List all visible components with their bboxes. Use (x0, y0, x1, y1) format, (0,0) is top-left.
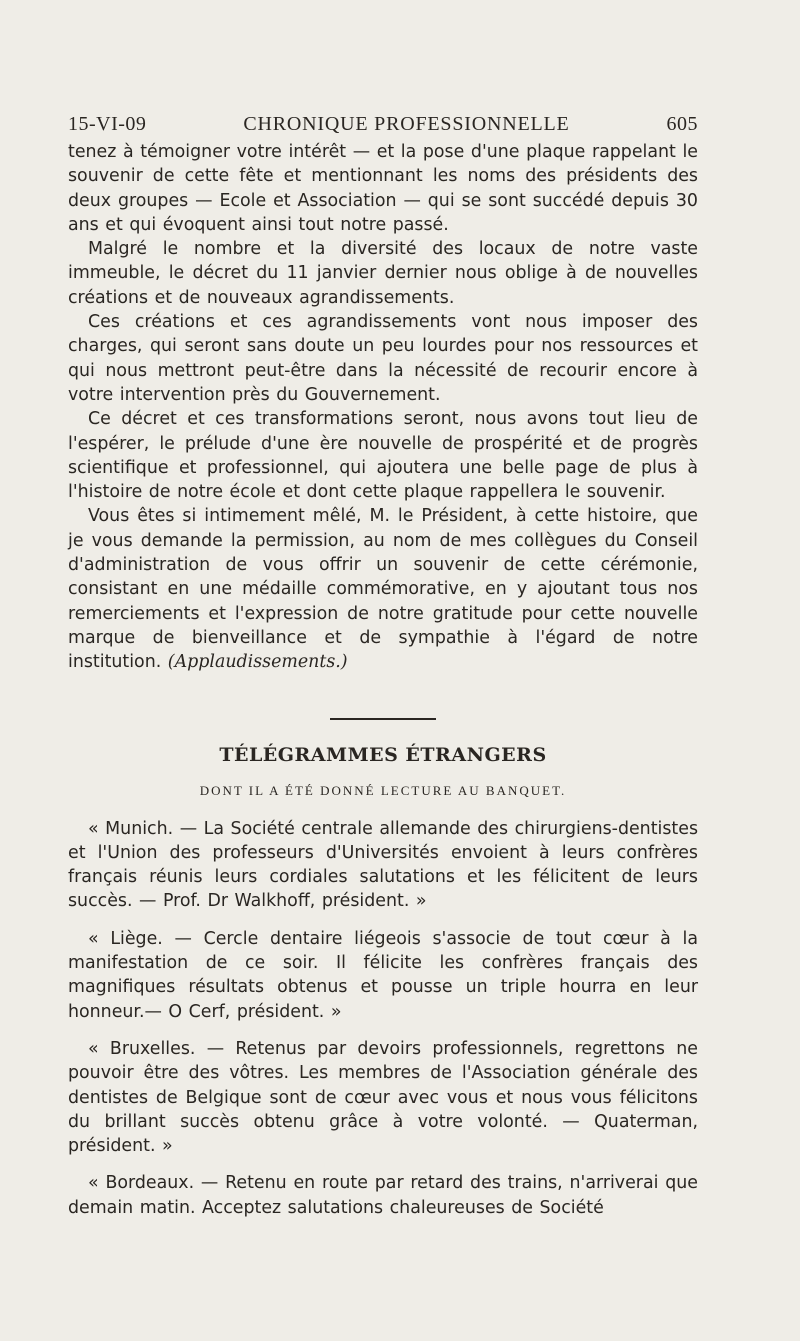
telegram-bruxelles: « Bruxelles. — Retenus par devoirs professionnels, regrettons ne pouvoir être des vôtres. Les membres de l'Association générale des dentistes de Belgique sont de cœur avec vous et nous vous félicitons du brillant succès obtenu grâce à votre volonté. — Quaterman, président. » (68, 1038, 698, 1157)
paragraph (68, 504, 698, 674)
header-title: CHRONIQUE PROFESSIONNELLE (243, 113, 570, 135)
paragraph: Ces créations et ces agrandissements vont nous imposer des charges, qui seront sans doute un peu lourdes pour nos ressources et qui nous mettront peut-être dans la nécessité de recourir encore à votre intervention près du Gouvernement. (68, 312, 698, 405)
telegram-munich: « Munich. — La Société centrale allemande des chirurgiens-dentistes et l'Union des professeurs d'Universités envoient à leurs confrères français réunis leurs cordiales salutations et les félicitent de leurs succès. — Prof. Dr Walkhoff, président. » (68, 818, 698, 912)
paragraph: Malgré le nombre et la diversité des locaux de notre vaste immeuble, le décret du 11 janvier dernier nous oblige à de nouvelles créations et de nouveaux agrandissements. (68, 239, 698, 308)
running-header (68, 113, 698, 136)
telegram-list (68, 817, 698, 1220)
section-title: TÉLÉGRAMMES ÉTRANGERS (219, 743, 547, 766)
section-divider (330, 718, 436, 720)
applause-note: (Applaudissements.) (167, 652, 348, 673)
speech-text (68, 140, 698, 675)
paragraph: tenez à témoigner votre intérêt — et la pose d'une plaque rappelant le souvenir de cette fête et mentionnant les noms des présidents des deux groupes — Ecole et Association — qui se sont succédé depuis 30 ans et qui évoquent ainsi tout notre passé. (68, 142, 698, 235)
section-subtitle: DONT IL A ÉTÉ DONNÉ LECTURE AU BANQUET. (199, 782, 567, 798)
header-date: 15-VI-09 (68, 113, 147, 135)
paragraph-text: Vous êtes si intimement mêlé, M. le Président, à cette histoire, que je vous demande la permission, au nom de mes collègues du Conseil d'administration de vous offrir un souvenir de cette cérémonie, consistant en une médaille commémorative, en y ajoutant tous nos remerciements et l'expression de notre gratitude pour cette nouvelle marque de bienveillance et de sympathie à l'égard de notre institution. (68, 506, 698, 673)
telegram-bordeaux: « Bordeaux. — Retenu en route par retard des trains, n'arriverai que demain matin. Acceptez salutations chaleureuses de Société (68, 1173, 698, 1218)
page-number: 605 (666, 113, 698, 135)
telegram-liege: « Liège. — Cercle dentaire liégeois s'associe de tout cœur à la manifestation de ce soir. Il félicite les confrères français des magnifiques résultats obtenus et pousse un triple hourra en leur honneur.— O Cerf, président. » (68, 928, 698, 1022)
paragraph: Ce décret et ces transformations seront, nous avons tout lieu de l'espérer, le prélude d'une ère nouvelle de prospérité et de progrès scientifique et professionnel, qui ajoutera une belle page de plus à l'histoire de notre école et dont cette plaque rappellera le souvenir. (68, 409, 698, 503)
document-page (68, 113, 698, 1233)
